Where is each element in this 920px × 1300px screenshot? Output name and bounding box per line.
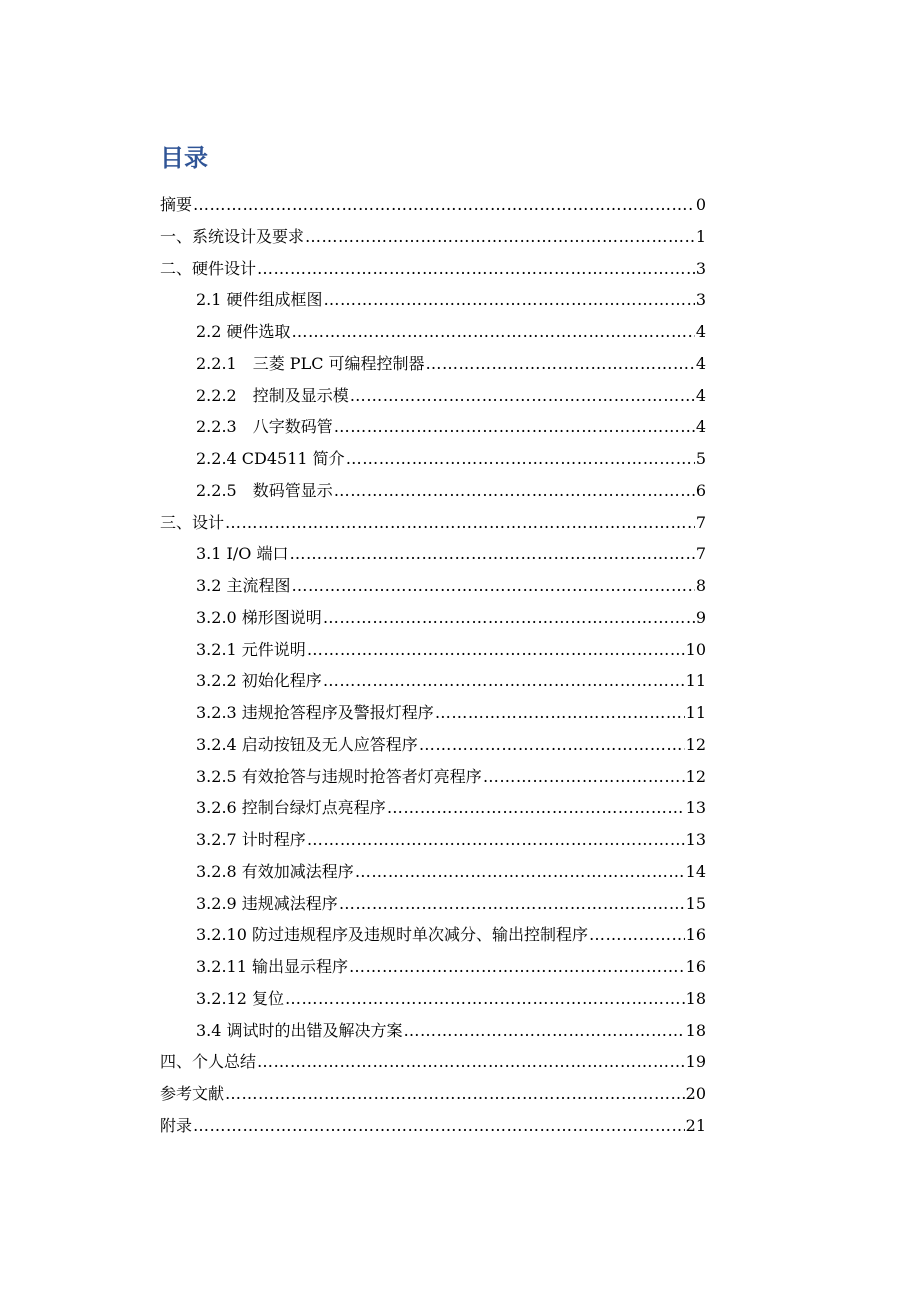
dot-leader bbox=[307, 830, 685, 849]
toc-entry-page-number: 6 bbox=[695, 480, 706, 500]
toc-entry-page-number: 3 bbox=[695, 258, 706, 278]
toc-entry[interactable] bbox=[160, 478, 706, 510]
toc-entry[interactable] bbox=[160, 224, 706, 256]
toc-entry[interactable] bbox=[160, 319, 706, 351]
toc-entry-page-number: 9 bbox=[695, 607, 706, 627]
dot-leader bbox=[349, 957, 685, 976]
toc-entry-label: 四、个人总结 bbox=[160, 1052, 257, 1072]
dot-leader bbox=[350, 386, 695, 405]
toc-entry-page-number: 18 bbox=[685, 1020, 706, 1040]
toc-entry-page-number: 18 bbox=[685, 988, 706, 1008]
toc-entry-label: 3.2.10 防过违规程序及违规时单次减分、输出控制程序 bbox=[196, 925, 588, 945]
dot-leader bbox=[285, 989, 685, 1008]
toc-entry[interactable] bbox=[160, 414, 706, 446]
toc-entry[interactable] bbox=[160, 256, 706, 288]
toc-entry-label: 3.2.2 初始化程序 bbox=[196, 671, 322, 691]
dot-leader bbox=[589, 925, 685, 944]
dot-leader bbox=[334, 417, 695, 436]
dot-leader bbox=[225, 1084, 685, 1103]
dot-leader bbox=[292, 576, 695, 595]
toc-entry[interactable] bbox=[160, 351, 706, 383]
toc-entry-page-number: 15 bbox=[685, 893, 706, 913]
toc-entry-page-number: 7 bbox=[695, 544, 706, 564]
dot-leader bbox=[419, 735, 685, 754]
toc-entry[interactable] bbox=[160, 827, 706, 859]
toc-entry-page-number: 11 bbox=[685, 671, 706, 691]
toc-entry-label: 3.2.5 有效抢答与违规时抢答者灯亮程序 bbox=[196, 766, 482, 786]
toc-entry[interactable] bbox=[160, 1113, 706, 1145]
toc-entry-page-number: 4 bbox=[695, 353, 706, 373]
toc-entry[interactable] bbox=[160, 605, 706, 637]
toc-entry[interactable] bbox=[160, 891, 706, 923]
dot-leader bbox=[257, 1052, 685, 1071]
toc-entry-label: 2.1 硬件组成框图 bbox=[196, 290, 323, 310]
toc-entry-page-number: 12 bbox=[685, 734, 706, 754]
toc-entry-page-number: 19 bbox=[685, 1052, 706, 1072]
dot-leader bbox=[346, 449, 695, 468]
toc-entry-page-number: 4 bbox=[695, 417, 706, 437]
table-of-contents bbox=[160, 192, 706, 1145]
toc-entry-label: 摘要 bbox=[160, 195, 193, 214]
toc-entry-label: 3.2.8 有效加减法程序 bbox=[196, 861, 354, 881]
toc-entry-label: 3.2.9 违规减法程序 bbox=[196, 893, 338, 913]
toc-entry-page-number: 13 bbox=[685, 798, 706, 818]
toc-entry[interactable] bbox=[160, 795, 706, 827]
toc-entry-label: 3.2.6 控制台绿灯点亮程序 bbox=[196, 798, 386, 818]
toc-entry-page-number: 14 bbox=[685, 861, 706, 881]
toc-entry-label: 3.2.11 输出显示程序 bbox=[196, 957, 348, 976]
toc-entry[interactable] bbox=[160, 383, 706, 415]
toc-entry-label: 3.2.7 计时程序 bbox=[196, 830, 306, 849]
toc-entry[interactable] bbox=[160, 986, 706, 1018]
toc-entry-page-number: 10 bbox=[685, 639, 706, 659]
dot-leader bbox=[225, 513, 695, 532]
toc-entry-label: 3.2.12 复位 bbox=[196, 988, 284, 1008]
dot-leader bbox=[305, 227, 695, 246]
toc-entry-label: 3.2 主流程图 bbox=[196, 576, 291, 595]
toc-entry-page-number: 20 bbox=[685, 1084, 706, 1103]
toc-entry[interactable] bbox=[160, 510, 706, 542]
toc-entry[interactable] bbox=[160, 1081, 706, 1113]
toc-entry-page-number: 1 bbox=[695, 226, 706, 246]
dot-leader bbox=[387, 798, 685, 817]
toc-entry-label: 2.2.1 三菱 PLC 可编程控制器 bbox=[196, 353, 425, 373]
toc-entry[interactable] bbox=[160, 668, 706, 700]
dot-leader bbox=[483, 767, 685, 786]
dot-leader bbox=[193, 1116, 685, 1135]
toc-entry-label: 2.2.5 数码管显示 bbox=[196, 480, 333, 500]
dot-leader bbox=[334, 481, 695, 500]
toc-entry-label: 2.2.2 控制及显示模 bbox=[196, 385, 349, 405]
dot-leader bbox=[435, 703, 685, 722]
toc-entry-page-number: 5 bbox=[695, 449, 706, 468]
toc-entry[interactable] bbox=[160, 700, 706, 732]
toc-entry[interactable] bbox=[160, 922, 706, 954]
toc-entry-page-number: 21 bbox=[685, 1115, 706, 1135]
toc-entry[interactable] bbox=[160, 859, 706, 891]
dot-leader bbox=[426, 354, 695, 373]
toc-entry-label: 3.2.0 梯形图说明 bbox=[196, 607, 322, 627]
toc-entry-page-number: 7 bbox=[695, 512, 706, 532]
toc-entry[interactable] bbox=[160, 446, 706, 478]
toc-entry-page-number: 8 bbox=[695, 576, 706, 595]
toc-entry-label: 参考文献 bbox=[160, 1084, 225, 1103]
toc-entry-page-number: 11 bbox=[685, 703, 706, 722]
toc-entry-label: 2.2.4 CD4511 简介 bbox=[196, 449, 345, 468]
toc-entry[interactable] bbox=[160, 954, 706, 986]
toc-entry[interactable] bbox=[160, 764, 706, 796]
toc-entry[interactable] bbox=[160, 637, 706, 669]
toc-entry-label: 二、硬件设计 bbox=[160, 258, 257, 278]
toc-entry-page-number: 16 bbox=[685, 925, 706, 945]
dot-leader bbox=[193, 195, 695, 214]
toc-entry-label: 2.2 硬件选取 bbox=[196, 322, 291, 341]
toc-entry-page-number: 13 bbox=[685, 830, 706, 849]
dot-leader bbox=[292, 322, 695, 341]
dot-leader bbox=[323, 608, 695, 627]
toc-title: 目录 bbox=[160, 144, 208, 172]
toc-entry-label: 3.2.3 违规抢答程序及警报灯程序 bbox=[196, 703, 434, 722]
dot-leader bbox=[324, 290, 695, 309]
toc-entry[interactable] bbox=[160, 287, 706, 319]
dot-leader bbox=[289, 544, 694, 563]
toc-entry[interactable] bbox=[160, 1049, 706, 1081]
toc-entry-label: 3.1 I/O 端口 bbox=[196, 544, 289, 564]
toc-entry-label: 3.2.4 启动按钮及无人应答程序 bbox=[196, 734, 418, 754]
toc-entry-page-number: 4 bbox=[695, 385, 706, 405]
dot-leader bbox=[307, 640, 685, 659]
toc-entry[interactable] bbox=[160, 732, 706, 764]
toc-entry-page-number: 3 bbox=[695, 290, 706, 310]
dot-leader bbox=[339, 894, 685, 913]
toc-entry[interactable] bbox=[160, 192, 706, 224]
toc-entry-label: 2.2.3 八字数码管 bbox=[196, 417, 333, 437]
toc-entry[interactable] bbox=[160, 1018, 706, 1050]
toc-entry-label: 3.4 调试时的出错及解决方案 bbox=[196, 1020, 403, 1040]
toc-entry-label: 一、系统设计及要求 bbox=[160, 226, 305, 246]
dot-leader bbox=[355, 862, 685, 881]
toc-entry-page-number: 16 bbox=[685, 957, 706, 976]
toc-entry-page-number: 0 bbox=[695, 195, 706, 214]
toc-entry-label: 三、设计 bbox=[160, 512, 225, 532]
dot-leader bbox=[404, 1021, 685, 1040]
dot-leader bbox=[323, 671, 685, 690]
toc-entry-label: 附录 bbox=[160, 1115, 193, 1135]
toc-entry[interactable] bbox=[160, 541, 706, 573]
toc-entry[interactable] bbox=[160, 573, 706, 605]
toc-entry-page-number: 12 bbox=[685, 766, 706, 786]
dot-leader bbox=[257, 259, 695, 278]
toc-entry-label: 3.2.1 元件说明 bbox=[196, 639, 306, 659]
toc-entry-page-number: 4 bbox=[695, 322, 706, 341]
